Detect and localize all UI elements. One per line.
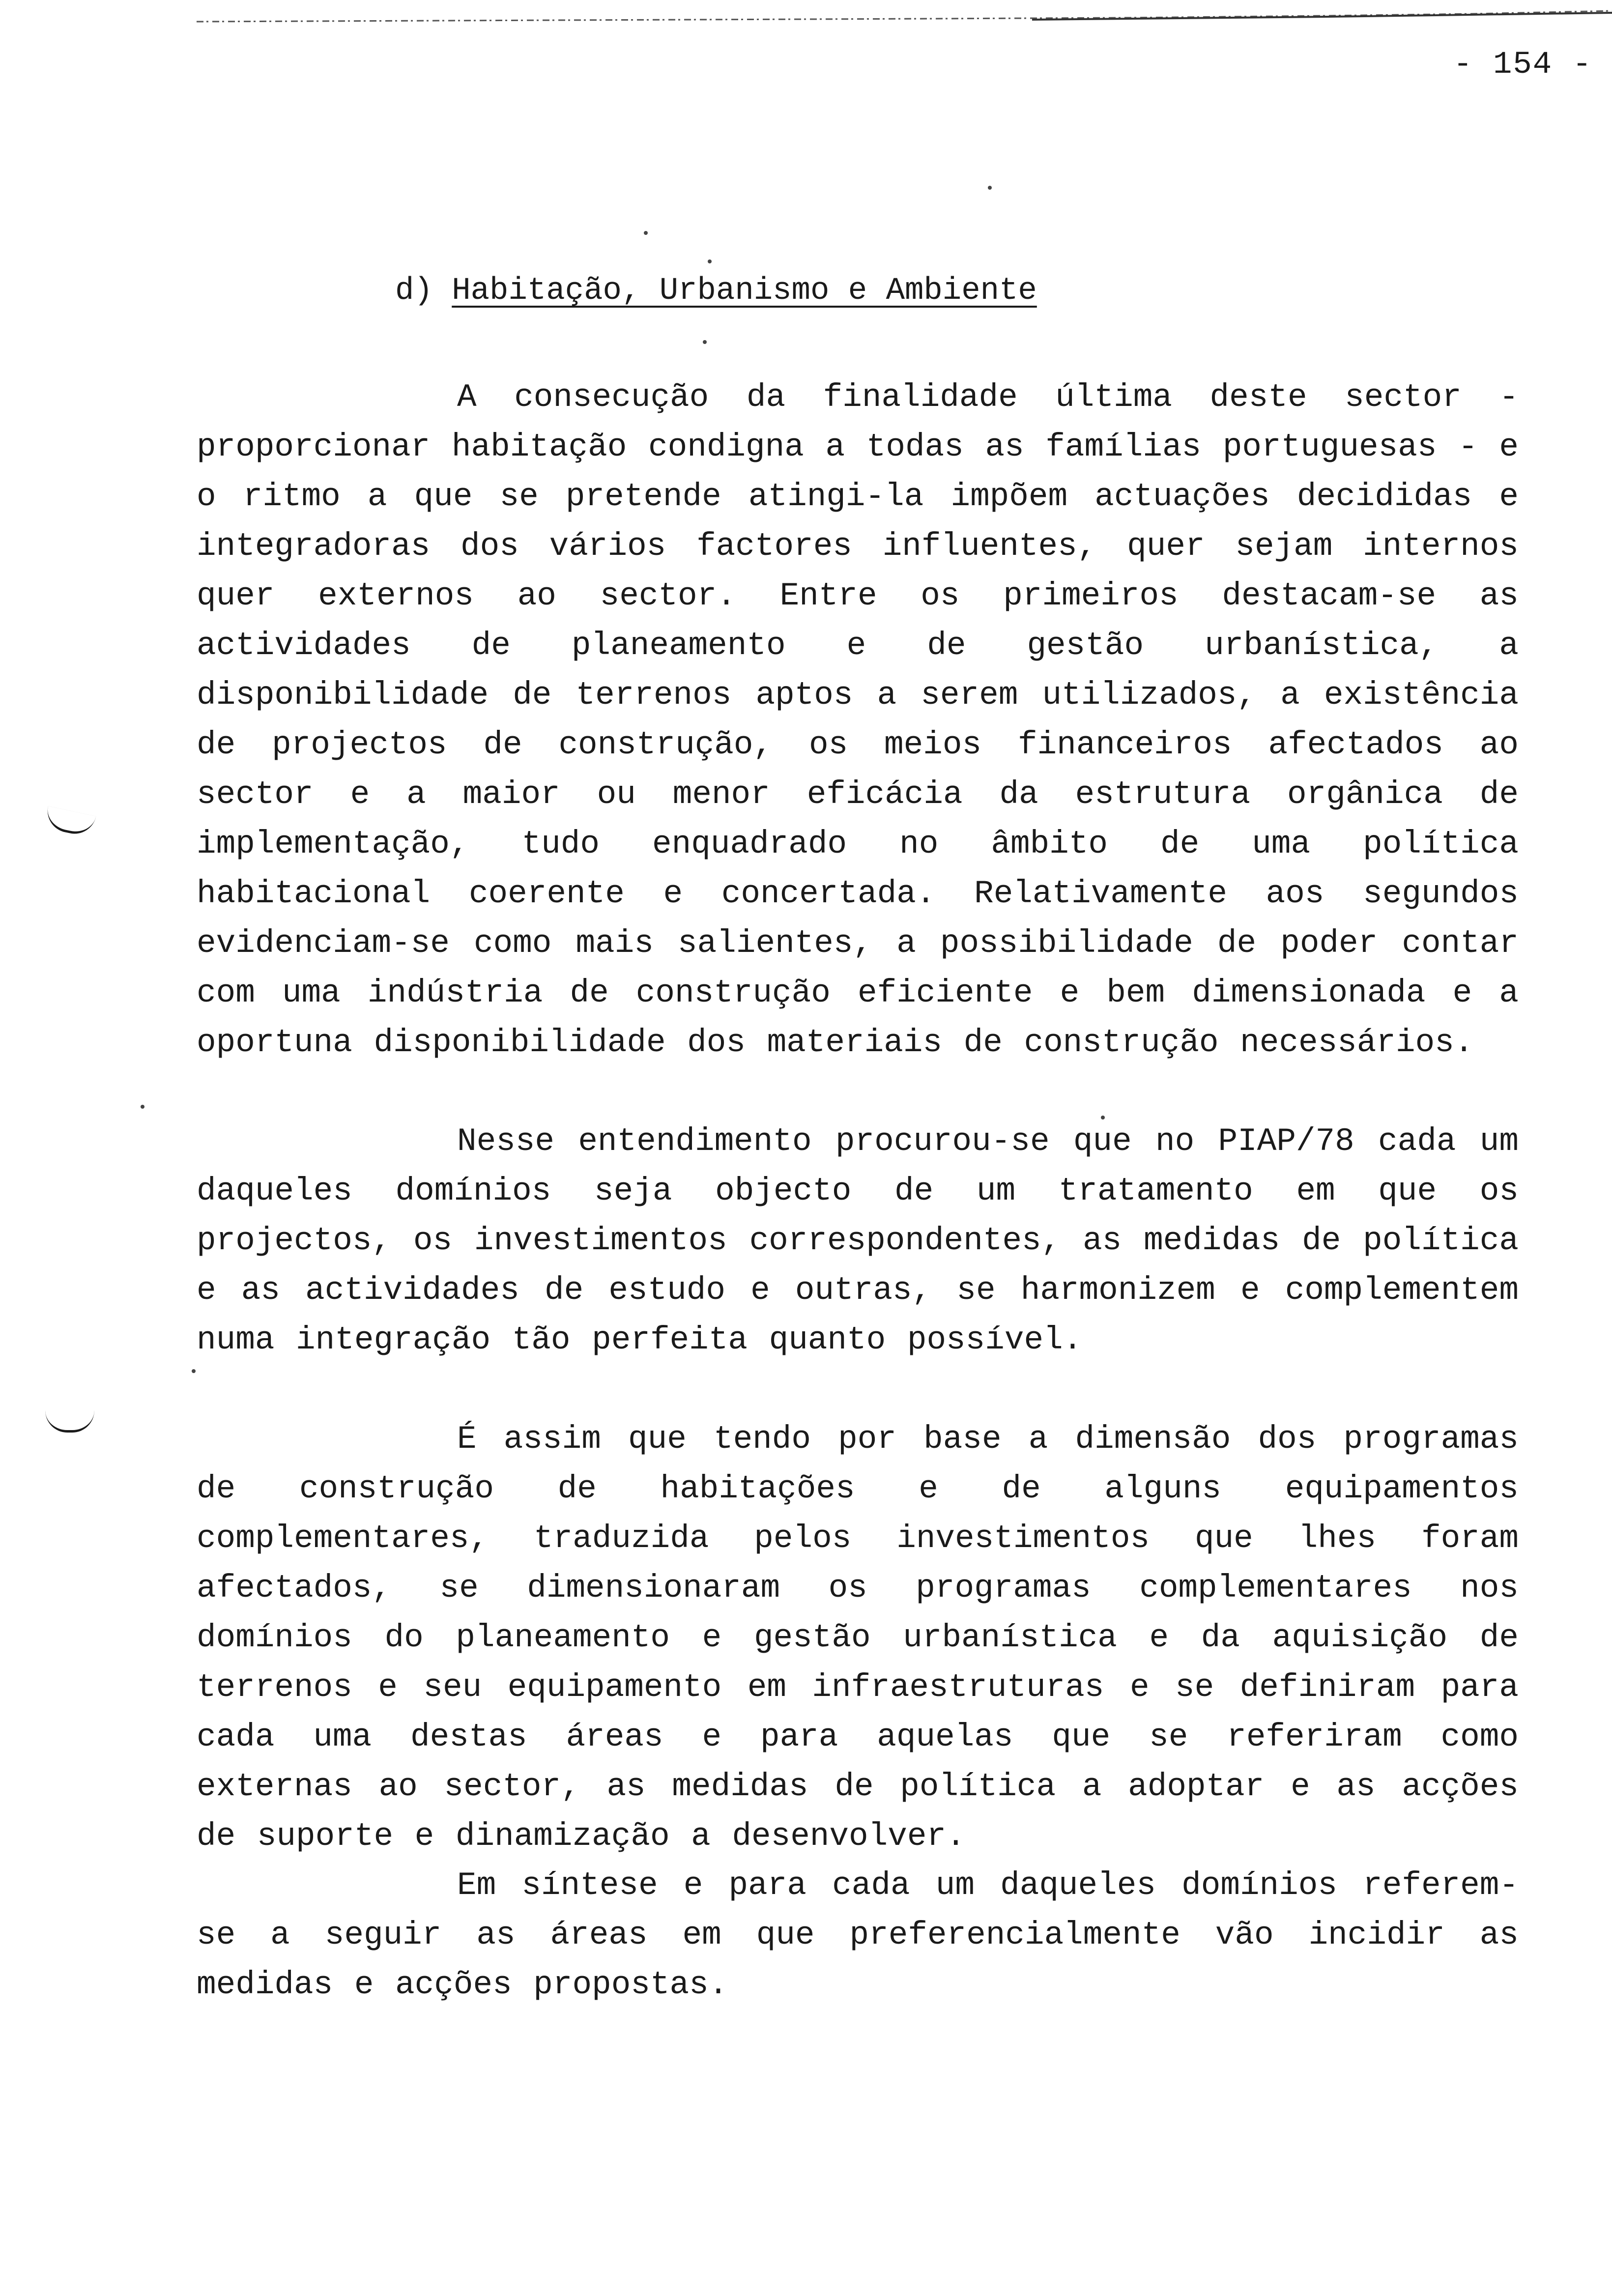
scan-speck: [708, 259, 712, 263]
section-title: Habitação, Urbanismo e Ambiente: [452, 273, 1037, 309]
scan-speck: [1101, 1116, 1105, 1119]
scan-speck: [192, 1369, 196, 1373]
scan-speck: [644, 231, 648, 235]
paragraph-2: Nesse entendimento procurou-se que no PIAP/78 cada um daqueles domínios seja objecto de um tratamento em que os projectos, os investimentos correspondentes, as medidas de política e as actividades de estudo e outras, se harmonizem e complementem numa integração tão perfeita quanto possível.: [197, 1123, 1519, 1358]
scan-speck: [988, 186, 992, 190]
paragraph-4: Em síntese e para cada um daqueles domínios referem-se a seguir as áreas em que preferencialmente vão incidir as medidas e acções propostas.: [197, 1867, 1519, 2003]
paragraph-3: É assim que tendo por base a dimensão dos programas de construção de habitações e de alguns equipamentos complementares, traduzida pelos investimentos que lhes foram afectados, se dimensionaram os programas complementares nos domínios do planeamento e gestão urbanística e da aquisição de terrenos e seu equipamento em infraestruturas e se definiram para cada uma destas áreas e para aquelas que se referiram como externas ao sector, as medidas de política a adoptar e as acções de suporte e dinamização a desenvolver.: [197, 1421, 1519, 1855]
section-heading: [395, 275, 1037, 307]
scan-top-edge: [0, 0, 1612, 29]
section-letter: d): [395, 273, 433, 309]
margin-hole-punch-mark: [45, 1410, 94, 1433]
page-number: - 154 -: [1453, 47, 1592, 83]
scan-speck: [141, 1105, 144, 1109]
scan-speck: [703, 340, 707, 344]
paragraph-1: A consecução da finalidade última deste sector - proporcionar habitação condigna a todas as famílias portuguesas - e o ritmo a que se pretende atingi-la impõem actuações decididas e integradoras dos vários factores influentes, quer sejam internos quer externos ao sector. Entre os primeiros destacam-se as actividades de planeamento e de gestão urbanística, a disponibilidade de terrenos aptos a serem utilizados, a existência de projectos de construção, os meios financeiros afectados ao sector e a maior ou menor eficácia da estrutura orgânica de implementação, tudo enquadrado no âmbito de uma política habitacional coerente e concertada. Relativamente aos segundos evidenciam-se como mais salientes, a possibilidade de poder contar com uma indústria de construção eficiente e bem dimensionada e a oportuna disponibilidade dos materiais de construção necessários.: [197, 379, 1519, 1061]
margin-hole-punch-mark: [43, 806, 96, 838]
